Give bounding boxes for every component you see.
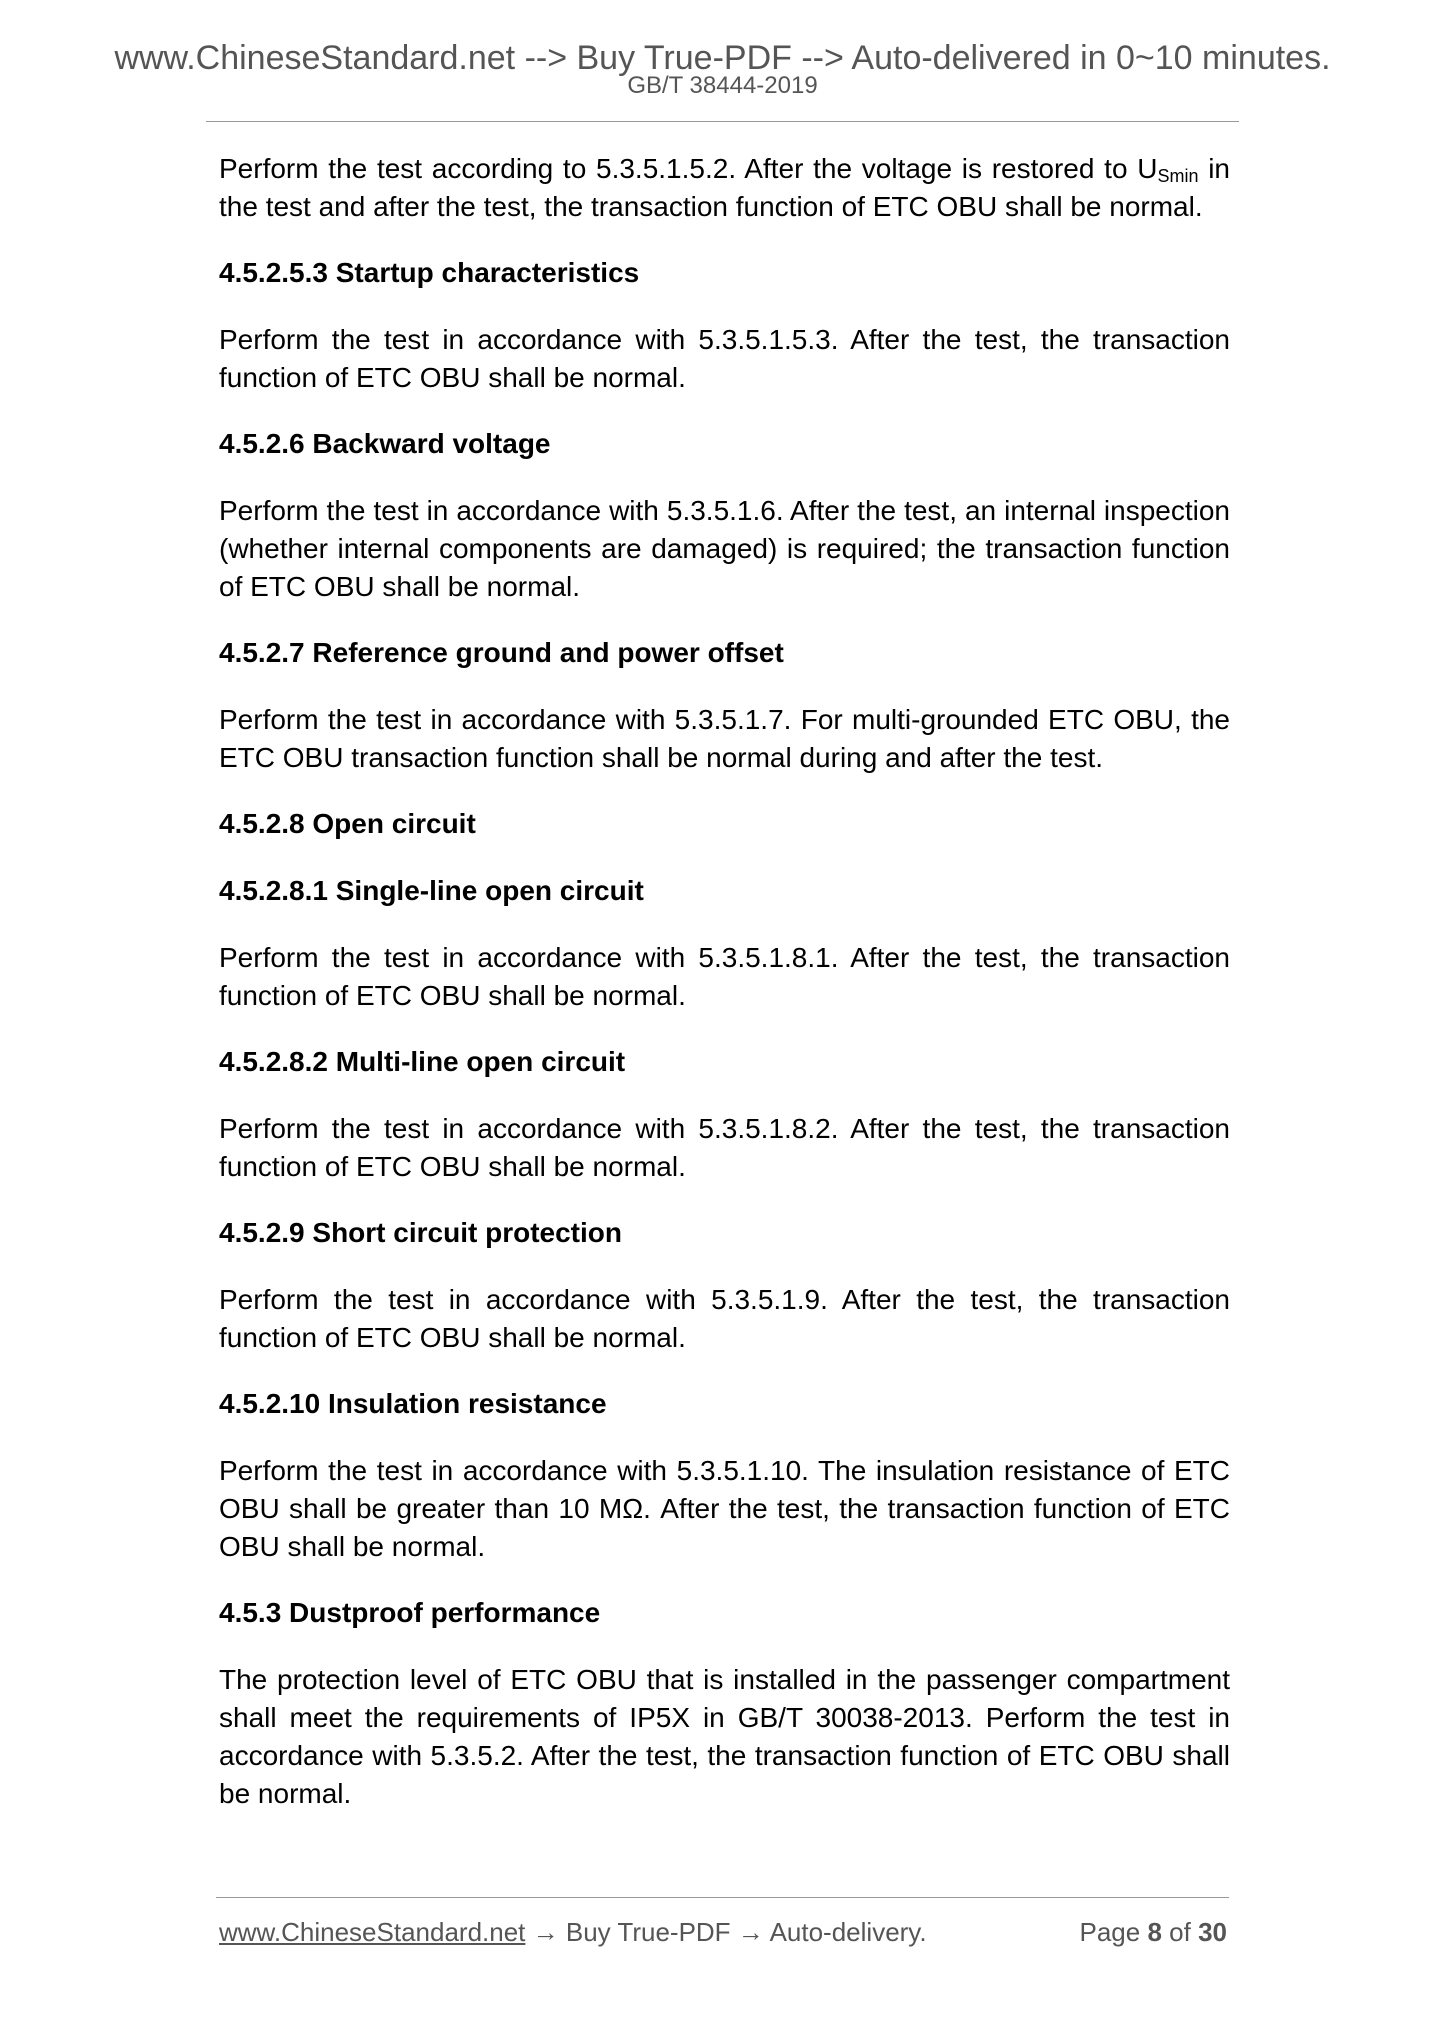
document-id: GB/T 38444-2019	[627, 72, 818, 99]
paragraph: Perform the test in accordance with 5.3.5.1.8.2. After the test, the transaction function of ETC OBU shall be normal.	[219, 1113, 1230, 1182]
paragraph: Perform the test according to 5.3.5.1.5.2. After the voltage is restored to $U_{Smin}$ in the test and after the test, the transaction function of ETC OBU shall be normal.	[219, 153, 1230, 222]
page-footer	[219, 1914, 1230, 1950]
paragraph: Perform the test in accordance with 5.3.5.1.8.1. After the test, the transaction function of ETC OBU shall be normal.	[219, 942, 1230, 1011]
section-heading: 4.5.2.9 Short circuit protection	[219, 1217, 622, 1248]
paragraph: The protection level of ETC OBU that is installed in the passenger compartment shall meet the requirements of IP5X in GB/T 30038-2013. Perform the test in accordance with 5.3.5.2. After the test, the transaction function of ETC OBU shall be normal.	[219, 1664, 1230, 1809]
paragraph: Perform the test in accordance with 5.3.5.1.10. The insulation resistance of ETC OBU shall be greater than 10 MΩ. After the test, the transaction function of ETC OBU shall be normal.	[219, 1455, 1230, 1562]
subscript: Smin	[1157, 166, 1199, 186]
paragraph: Perform the test in accordance with 5.3.5.1.6. After the test, an internal inspection (whether internal components are damaged) is required; the transaction function of ETC OBU shall be normal.	[219, 495, 1230, 602]
paragraph: Perform the test in accordance with 5.3.5.1.9. After the test, the transaction function of ETC OBU shall be normal.	[219, 1284, 1230, 1353]
header-banner: www.ChineseStandard.net --> Buy True-PDF --> Auto-delivered in 0~10 minutes.	[114, 39, 1331, 77]
paragraph: Perform the test in accordance with 5.3.5.1.7. For multi-grounded ETC OBU, the ETC OBU transaction function shall be normal during and after the test.	[219, 704, 1230, 773]
section-heading: 4.5.2.10 Insulation resistance	[219, 1388, 607, 1419]
section-heading: 4.5.2.8.1 Single-line open circuit	[219, 875, 644, 906]
page-content	[219, 150, 1230, 1813]
page-number: Page 8 of 30	[1079, 1917, 1227, 1947]
footer-promo-text: → Buy True-PDF → Auto-delivery.	[525, 1917, 927, 1947]
section-heading: 4.5.3 Dustproof performance	[219, 1597, 601, 1628]
section-heading: 4.5.2.8 Open circuit	[219, 808, 476, 839]
paragraph: Perform the test in accordance with 5.3.5.1.5.3. After the test, the transaction function of ETC OBU shall be normal.	[219, 324, 1230, 393]
section-heading: 4.5.2.8.2 Multi-line open circuit	[219, 1046, 626, 1077]
section-heading: 4.5.2.5.3 Startup characteristics	[219, 257, 640, 288]
footer-divider	[216, 1897, 1229, 1898]
header-divider	[206, 121, 1239, 122]
footer-site-link[interactable]: www.ChineseStandard.net	[219, 1917, 526, 1947]
section-heading: 4.5.2.6 Backward voltage	[219, 428, 551, 459]
section-heading: 4.5.2.7 Reference ground and power offset	[219, 637, 784, 668]
footer-promo	[219, 1914, 927, 1950]
